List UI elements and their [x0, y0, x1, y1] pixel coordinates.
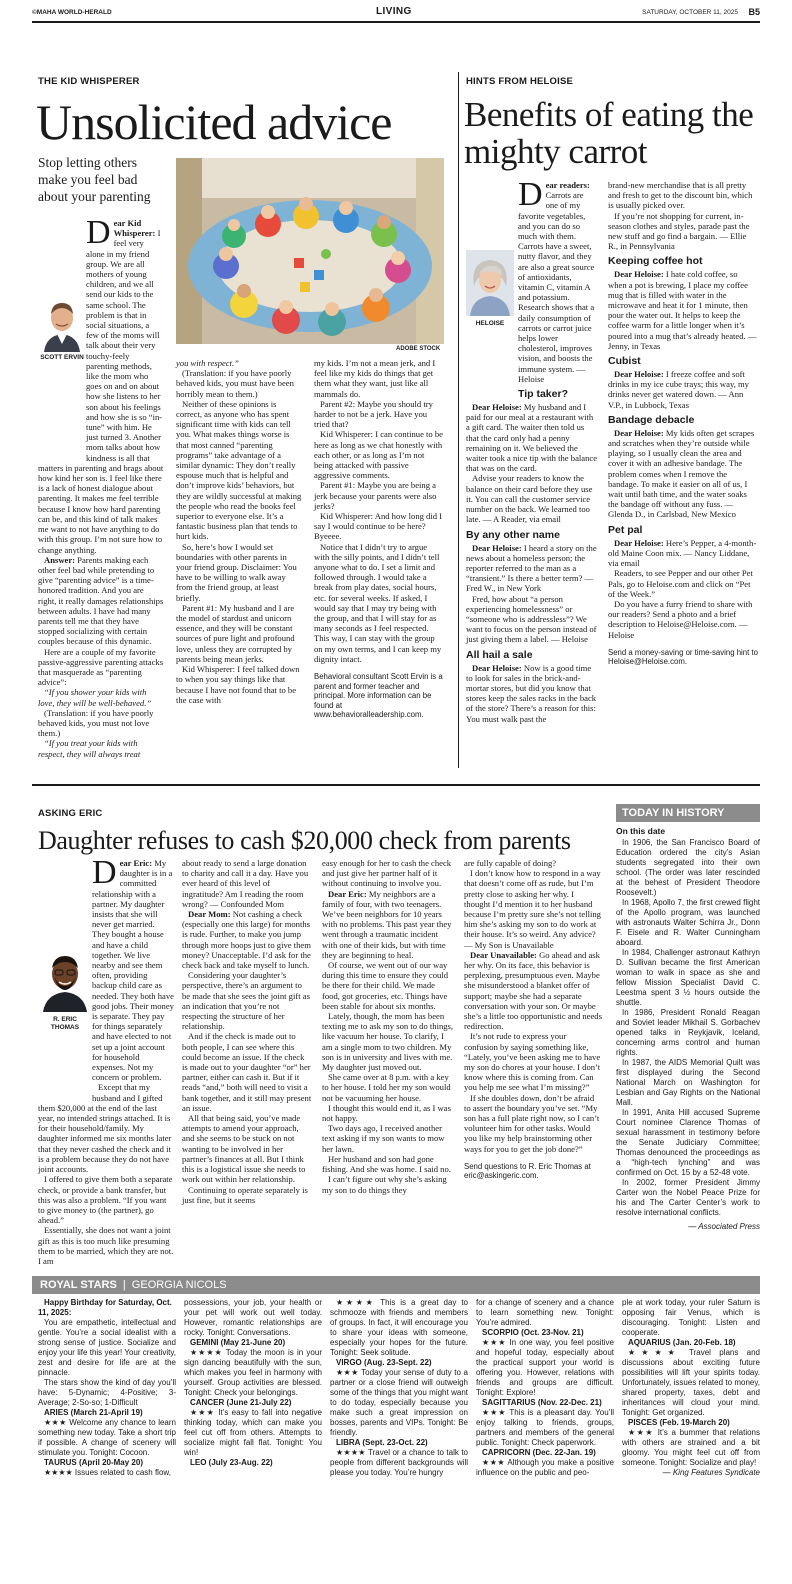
stars-reading: ★★★ It’s a bummer that relations with others are strained and a bit gloomy. You might feel cut off from someone. Tonight: Socialize and play!: [622, 1428, 760, 1467]
stars-reading: ★★★ Although you make a positive influence on the public and peo-: [476, 1458, 614, 1477]
stars-sign-heading: TAURUS (April 20-May 20): [44, 1458, 143, 1467]
eric-dropcap: D: [92, 854, 117, 891]
stars-reading: ★★★★ Today the moon is in your sign dancing beautifully with the sun, which makes you feel in harmony with yourself. Group activities are blessed. Tonight: Check your belongings.: [184, 1348, 322, 1397]
stars-title: ROYAL STARS: [40, 1279, 117, 1291]
history-subtitle: On this date: [616, 826, 666, 836]
heloise-subhead-any-other-name: By any other name: [466, 528, 560, 541]
stars-reading: possessions, your job, your health or your pet will work out well today. However, romantic relationships are rocky. Tonight: Conversations.: [184, 1298, 322, 1337]
scott-ervin-caption: SCOTT ERVIN: [40, 354, 84, 361]
stars-column-3: [330, 1298, 468, 1572]
masthead-publication: ©MAHA WORLD-HERALD: [32, 9, 112, 16]
kid-classroom-photo: [176, 158, 444, 344]
stars-reading: for a change of scenery and a chance to learn something new. Tonight: You’re admired.: [476, 1298, 614, 1327]
stars-sign-heading: AQUARIUS (Jan. 20-Feb. 18): [628, 1338, 736, 1347]
stars-column-4: [476, 1298, 614, 1572]
kid-column-1: Dear Kid Whisperer: I feel very alone in my friend group. We are all mothers of young children, and we all send our kids to the same school. The problem is that in social situations, a few of the moms will talk about their very touchy-feely parenting methods, like the mom who goes on and on about how she listens to her son about his feelings and how she is so “in-tune” with him. He just turned 3. Another mom talks about how kindness is all that matters in parenting and brags about how kind her son is. I feel like there is a lack of honest dialogue about parenting. It makes me feel terrible because I know how hard parenting can be, and this kind of talk makes me want to not have anything to do with this group. I’m not sure how to change anything. Answer: Parents making each other feel bad while pretending to give “parenting advice” is a time-honored tradition. And you are right, it really damages relationships between adults. I have had many parents tell me that they have stopped socializing with certain couples because of this dynamic. Here are a couple of my favorite passive-aggressive parenting attacks that masquerade as “parenting advice”: “If you shower your kids with love, they will be well-behaved.” (Translation: if you have poorly behaved kids, you must not love them.) “If you treat your kids with respect, they will always treat: [38, 214, 164, 759]
stars-column-5: [622, 1298, 760, 1572]
eric-column-3: easy enough for her to cash the check and just give her partner half of it without continuing to involve you. Dear Eric: My neighbors are a family of four, with two teenagers. We’ve been neighbors for 10 years with no problems. This past year they went through a traumatic incident with one of their kids, but with time they are beginning to heal. Of course, we went out of our way during this time to ensure they could be there for their child. We made food, got groceries, etc. Things have been stable for about six months. Lately, though, the mom has been texting me to ask my son to do things, like vacuum her house. To clarify, I am a single mom to two children. My son is in university and lives with me. My daughter just moved out. She came over at 8 p.m. with a key to her house. I told her my son would not be vacuuming her house. I thought this would end it, as I was not happy. Two days ago, I received another text asking if my son wants to mow her lawn. Her husband and son had gone fishing. And she was home. I said no. I can’t figure out why she’s asking my son to do things they: [322, 858, 454, 1195]
heloise-title: Benefits of eating the mighty carrot: [464, 95, 754, 171]
kid-column-3: my kids. I’m not a mean jerk, and I feel like my kids do things that get them what they want, just like all mammals do. Parent #2: Maybe you should try harder to not be a jerk. Have you tried that? Kid Whisperer: I can continue to be here as long as we chat honestly with each other, or as long as I’m not being attacked with passive aggressive comments. Parent #1: Maybe you are being a jerk because your parents were also jerks? Kid Whisperer: And how long did I say I would continue to be here? Byeeee. Notice that I didn’t try to argue with the silly points, and I didn’t tell anyone what to do. I set a limit and followed through. I would take a break from play dates, social hours, etc. for several weeks. If asked, I would say that I may try being with the group, and that I will stay for as many seconds as I feel respected. This way, I can stay with the group on my own terms, and I can keep my dignity intact. Behavioral consultant Scott Ervin is a parent and former teacher and principal. More information can be found at www.behavioralleadership.com.: [314, 358, 443, 720]
stars-sign-heading: ARIES (March 21-April 19): [44, 1408, 143, 1417]
stars-sign-heading: PISCES (Feb. 19-March 20): [628, 1418, 730, 1427]
heloise-subhead-bandage: Bandage debacle: [608, 413, 695, 426]
stars-header: ROYAL STARS | GEORGIA NICOLS: [32, 1276, 760, 1294]
stars-sign-heading: LEO (July 23-Aug. 22): [190, 1458, 273, 1467]
history-item: In 1906, the San Francisco Board of Education ordered the city’s Asian students segregated into their own school. (The order was later rescinded at the behest of President Theodore Roosevelt.): [616, 838, 760, 897]
kid-title: Unsolicited advice: [36, 94, 392, 150]
eric-title: Daughter refuses to cash $20,000 check from parents: [38, 826, 571, 855]
stars-column-1: [38, 1298, 176, 1572]
stars-birthday-heading: Happy Birthday for Saturday, Oct. 11, 2025:: [38, 1298, 172, 1317]
section-divider-horizontal: [32, 784, 760, 786]
stars-sign-heading: CAPRICORN (Dec. 22-Jan. 19): [482, 1448, 596, 1457]
stars-reading: ★★★ Welcome any chance to learn something new today. Take a short trip if possible. A change of scenery will stimulate you. Tonight: Cocoon.: [38, 1418, 176, 1457]
stars-column-2: [184, 1298, 322, 1572]
heloise-dropcap: D: [518, 176, 543, 213]
stars-reading: ★★★ In one way, you feel positive and hopeful today, especially about the practical support your world is offering you. However, relations with friends and groups are difficult. Tonight: Explore!: [476, 1338, 614, 1397]
history-credit: — Associated Press: [688, 1222, 760, 1231]
stars-reading: You are empathetic, intellectual and gentle. You’re a social idealist with a strong sense of justice. Socialize and enjoy your life this year! Your creativity, zest and desire for life are at the pinnacle.: [38, 1318, 176, 1377]
history-item: In 1987, the AIDS Memorial Quilt was first displayed during the Second National March on Washington for Lesbian and Gay Rights on the National Mall.: [616, 1058, 760, 1107]
stars-sign-heading: LIBRA (Sept. 23-Oct. 22): [336, 1438, 428, 1447]
history-item: In 1991, Anita Hill accused Supreme Court nominee Clarence Thomas of sexual harassment in testimony before the Senate Judiciary Committee; Thomas denounced the proceedings as a “high-tech lynching” and was confirmed on Oct. 15 by a 52-48 vote.: [616, 1108, 760, 1177]
heloise-caption: HELOISE: [475, 320, 505, 327]
heloise-subhead-sale: All hail a sale: [466, 648, 533, 661]
kid-photo-credit: ADOBE STOCK: [396, 346, 441, 352]
stars-credit: — King Features Syndicate: [662, 1468, 760, 1477]
kid-author-bio: Behavioral consultant Scott Ervin is a parent and former teacher and principal. More information can be found at www.behavioralleadership.com.: [314, 672, 443, 720]
stars-author: GEORGIA NICOLS: [131, 1279, 227, 1291]
stars-sign-heading: GEMINI (May 21-June 20): [190, 1338, 286, 1347]
stars-reading: ★★★ This is a pleasant day. You’ll enjoy talking to friends, groups, partners and members of the general public. Tonight: Check paperwork.: [476, 1408, 614, 1447]
stars-sign-heading: VIRGO (Aug. 23-Sept. 22): [336, 1358, 432, 1367]
stars-reading: ★★★★ This is a great day to schmooze with friends and members of groups. In fact, it will encourage you to share your ideas with someone, especially your hopes for the future. Tonight: Seek solitude.: [330, 1298, 468, 1357]
kid-dropcap: D: [86, 214, 111, 251]
masthead-rule: [32, 21, 760, 23]
kid-dek: Stop letting others make you feel bad about your parenting: [38, 155, 151, 204]
heloise-subhead-pet-pal: Pet pal: [608, 523, 643, 536]
history-header: TODAY IN HISTORY: [616, 804, 760, 822]
stars-reading: ★★★★ Issues related to cash flow,: [44, 1468, 171, 1477]
heloise-column-2: brand-new merchandise that is all pretty and fresh to get to the discount bin, which is usually picked over. If you’re not shopping for current, in-season clothes and styles, parade past the new stuff and go find a bargain. — Ellie R., in Pennsylvania Keeping coffee hot Dear Heloise: I hate cold coffee, so when a pot is brewing, I place my coffee mug that is filled with water in the microwave and heat it for 1 minute, then pour the water out. It helps to keep the coffee warm for a little longer when it’s poured into a mug that’s already heated. — Jenny, in Texas Cubist Dear Heloise: I freeze coffee and soft drinks in my ice cube trays; this way, my drinks never get watered down. — Ann V.P., in Lubbock, Texas Bandage debacle Dear Heloise: My kids often get scrapes and scratches when they’re outside while playing, so I usually clean the area and cover it with an adhesive bandage. The problem comes when I remove the bandage. To make it easier on all of us, I wait until bath time, and the water soaks the bandage off without any fuss. — Glenda D., in Carlsbad, New Mexico Pet pal Dear Heloise: Here’s Pepper, a 4-month-old Maine Coon mix. — Nancy Liddane, via email Readers, to see Pepper and our other Pet Pals, go to Heloise.com and click on “Pet of the Week.” Do you have a furry friend to share with our readers? Send a photo and a brief description to Heloise@Heloise.com. — Heloise Send a money-saving or time-saving hint to Heloise@Heloise.com.: [608, 180, 758, 667]
heloise-column-1: Dear readers: Carrots are one of my favorite vegetables, and you can do so much with them. Carrots have a sweet, nutty flavor, and they are also a great source of antioxidants, vitamin C, vitamin A and potassium. Research shows that a daily consumption of carrots or carrot juice helps lower cholesterol, improves vision, and boosts the immune system. — Heloise Tip taker? Dear Heloise: My husband and I paid for our meal at a restaurant with a gift card. The waiter then told us that the card only had a penny remaining on it. We believed the waiter took a nice tip with the balance that was on the card. Advise your readers to know the balance on their card before they use it. You can call the customer service number on the back. We learned too late. — A Reader, via email By any other name Dear Heloise: I heard a story on the news about a homeless person; the reporter referred to the man as a “transient.” Is there a better term? — Fred W., in New York Fred, how about “a person experiencing homelessness” or “someone who is addressless”? We want to focus on the person instead of just giving them a label. — Heloise All hail a sale Dear Heloise: Now is a good time to look for sales in the brick-and-mortar stores, but did you know that stores keep the sales racks in the back of the store? There’s a reason for this: You must walk past the: [466, 176, 598, 724]
eric-kicker: ASKING ERIC: [38, 808, 103, 819]
kid-column-2: you with respect.” (Translation: if you have poorly behaved kids, you must have been horribly mean to them.) Neither of these opinions is correct, as anyone who has spent significant time with kids can tell you. What makes things worse is that most canned “parenting programs” take advantage of a similar dynamic: They don’t really espouse much that is helpful and don’t improve kids’ behaviors, but they are wildly successful at making the people who read the books feel superior to everyone else. It’s a fantastic business plan that tends to hurt kids. So, here’s how I would set boundaries with other parents in your friend group. Disclaimer: You have to be willing to walk away from the friend group, at least briefly. Parent #1: My husband and I are the model of stardust and unicorn essence, and they will be constant sources of pure light and profound love, unless they are corrupted by parents being mean jerks. Kid Whisperer: I feel talked down to when you say things like that because I have not found that to be the case with: [176, 358, 302, 705]
kid-kicker: THE KID WHISPERER: [38, 76, 140, 87]
masthead-page-number: B5: [748, 7, 760, 17]
stars-sign-heading: SAGITTARIUS (Nov. 22-Dec. 21): [482, 1398, 602, 1407]
heloise-kicker: HINTS FROM HELOISE: [466, 76, 574, 87]
stars-reading: ★★★★ Travel plans and discussions about exciting future possibilities will lift your spirits today. Unfortunately, issues related to money, shared property, taxes, debt and inheritances will cloud your mind. Tonight: Get organized.: [622, 1348, 760, 1417]
stars-sign-heading: SCORPIO (Oct. 23-Nov. 21): [482, 1328, 584, 1337]
heloise-subhead-tip-taker: Tip taker?: [518, 388, 568, 401]
stars-reading: The stars show the kind of day you’ll have: 5-Dynamic; 4-Positive; 3-Average; 2-So-so; 1-Difficult: [38, 1378, 176, 1407]
history-item: In 2002, former President Jimmy Carter won the Nobel Peace Prize for his and The Carter Center’s work to resolve international conflicts.: [616, 1178, 760, 1217]
stars-reading: ★★★ Today your sense of duty to a partner or a close friend will outweigh some of the things that you might want to do today, especially because you make such a great impression on bosses, parents and VIPs. Tonight: Be friendly.: [330, 1368, 468, 1437]
heloise-subhead-cubist: Cubist: [608, 355, 641, 368]
eric-column-1: Dear Eric: My daughter is in a committed relationship with a partner. My daughter insists that she will never get married. They bought a house and have a child together. We live nearby and see them often, providing backup child care as needed. They both have good jobs. Their money is separate. They pay for things separately and have elected to not set up a joint account for household expenses. Not my concern or problem. Except that my husband and I gifted them $20,000 at the end of the last year, no intended strings attached. It is for their household/family. My daughter informed me six months later that they never cashed the check and it is a problem because they do not have joint accounts. I offered to give them both a separate check, or provide a bank transfer, but this was also a problem. “If you want to give money to (the partner), go ahead.” Essentially, she does not want a joint gift as this is too much like presuming them to be married, which they are not. I am: [38, 854, 174, 1266]
section-divider-vertical: [458, 72, 459, 768]
stars-sign-heading: CANCER (June 21-July 22): [190, 1398, 292, 1407]
eric-column-4: are fully capable of doing? I don’t know how to respond in a way that doesn’t come off as rude, but I’m pretty close to asking her why. I thought I’d mention it to her husband because I’m pretty sure she’s not telling him she’s asking my son to do work at their house. It’s so weird. Any advice? — My Son is Unavailable Dear Unavailable: Go ahead and ask her why. On its face, this behavior is perplexing, presumptuous even. Maybe she misunderstood a blanket offer of support; maybe she had a separate conversation with your son. Or maybe she’s a little too opportunistic and needs redirection. It’s not rude to express your confusion by saying something like, “Lately, you’ve been asking me to have my son do chores at your house. I don’t know where this is coming from. Can you help me see what I’m missing?” If she doubles down, don’t be afraid to assert the boundary you’ve set. “My son has a full plate right now, so I can’t volunteer him for other tasks. Would you like my help brainstorming other ways for you to get the job done?” Send questions to R. Eric Thomas at eric@askingeric.com.: [464, 858, 602, 1181]
eric-thomas-caption: R. ERIC THOMAS: [50, 1016, 80, 1031]
history-item: In 1968, Apollo 7, the first crewed flight of the Apollo program, was launched with astronauts Walter Schirra Jr., Donn F. Eisele and R. Walter Cunningham aboard.: [616, 898, 760, 947]
heloise-tagline: Send a money-saving or time-saving hint to Heloise@Heloise.com.: [608, 647, 758, 667]
history-item: In 1984, Challenger astronaut Kathryn D. Sullivan became the first American woman to walk in space as she and fellow Mission Specialist David C. Leestma spent 3 ½ hours outside the shuttle.: [616, 948, 760, 1007]
masthead-section: LIVING: [376, 6, 412, 17]
masthead: [32, 6, 760, 20]
stars-reading: ple at work today, your ruler Saturn is opposing fair Venus, which is discouraging. Tonight: Listen and cooperate.: [622, 1298, 760, 1337]
stars-reading: ★★★ It’s easy to fall into negative thinking today, which can make you feel cut off from others. Attempts to socialize might fall flat. Tonight: You win!: [184, 1408, 322, 1457]
eric-tagline: Send questions to R. Eric Thomas at eric@askingeric.com.: [464, 1161, 591, 1181]
masthead-date: SATURDAY, OCTOBER 11, 2025: [642, 9, 738, 16]
history-item: In 1986, President Ronald Reagan and Soviet leader Mikhail S. Gorbachev opened talks in Reykjavik, Iceland, concerning arms control and human rights.: [616, 1008, 760, 1057]
history-box: [616, 826, 760, 1266]
stars-reading: ★★★★ Travel or a chance to talk to people from different backgrounds will please you today. You’re hungry: [330, 1448, 468, 1477]
eric-column-2: about ready to send a large donation to charity and call it a day. Have you ever heard of this level of ingratitude? Am I reading the room wrong? — Confounded Mom Dear Mom: Not cashing a check (especially one this large) for months is rude. Further, to make you jump through more hoops just to give them money? Unacceptable. I’d ask for the check back and take myself to lunch. Considering your daughter’s perspective, there’s an argument to be made that she sees the joint gift as an indication that you’re not respecting the structure of her relationship. And if the check is made out to both people, I can see where this could become an issue. If the check is made out to your daughter “or” her partner, either can cash it. But if it reads “and,” both will need to visit a bank together, and it still may present an issue. All that being said, you’ve made attempts to amend your approach, and she seems to be stuck on not wanting to be involved in her partner’s finances at all. But I think this is a logistical issue she needs to work out within her relationship. Continuing to operate separately is just fine, but it seems: [182, 858, 312, 1205]
heloise-subhead-coffee: Keeping coffee hot: [608, 255, 703, 268]
